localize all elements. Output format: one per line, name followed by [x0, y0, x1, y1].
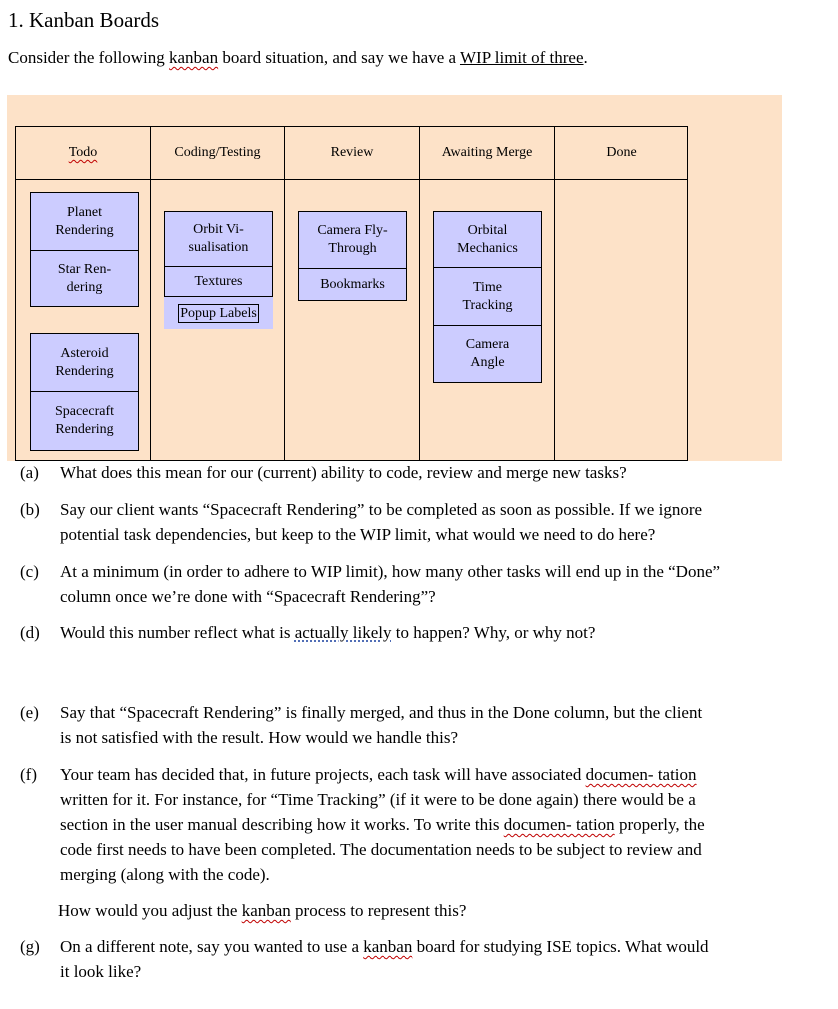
- question-g-kanban-word: kanban: [363, 937, 413, 956]
- card-camera-angle: Camera Angle: [433, 325, 542, 383]
- card-time-tracking: Time Tracking: [433, 267, 542, 326]
- question-f-line-1-text: Your team has decided that, in future projects, each task will have associated: [60, 765, 586, 784]
- question-e-label: (e): [20, 703, 39, 722]
- question-f-line-3-text-2: properly, the: [614, 815, 705, 834]
- intro-text-end: .: [583, 48, 588, 67]
- kanban-board: [15, 126, 688, 461]
- question-f-line-2: written for it. For instance, for “Time Tracking” (if it were to be done again) there would be a: [60, 790, 696, 809]
- question-d-label: (d): [20, 623, 40, 642]
- question-f-sub-kanban-word: kanban: [241, 901, 291, 920]
- card-popup-labels: [164, 297, 273, 329]
- card-orbit-visualisation: Orbit Vi- sualisation: [164, 211, 273, 267]
- question-g-line-1: [60, 934, 780, 959]
- intro-paragraph: [8, 48, 588, 68]
- question-e-line-2: is not satisfied with the result. How would we handle this?: [60, 728, 459, 747]
- card-star-rendering: [30, 250, 139, 307]
- intro-wip-limit: WIP limit of three: [459, 48, 584, 67]
- question-b-line-2: potential task dependencies, but keep to the WIP limit, what would we need to do here?: [60, 525, 656, 544]
- card-camera-fly-through: Camera Fly- Through: [298, 211, 407, 269]
- column-header-awaiting-merge: Awaiting Merge: [441, 145, 533, 160]
- question-f-line-4: code first needs to have been completed. The documentation needs to be subject to review and: [60, 840, 702, 859]
- question-f-line-1: [60, 762, 780, 787]
- question-g-line-2: it look like?: [60, 962, 142, 981]
- question-e-line-1: Say that “Spacecraft Rendering” is finally merged, and thus in the Done column, but the client: [60, 703, 703, 722]
- column-header-done: Done: [606, 145, 637, 160]
- question-f-label: (f): [20, 765, 37, 784]
- question-d-text-1: Would this number reflect what is: [60, 623, 295, 642]
- question-f-subquestion: [58, 898, 466, 923]
- question-c-line-1: At a minimum (in order to adhere to WIP limit), how many other tasks will end up in the “Done”: [60, 562, 721, 581]
- card-planet-rendering: Planet Rendering: [30, 192, 139, 251]
- intro-text-1: Consider the following: [8, 48, 170, 67]
- column-header-review: Review: [330, 145, 374, 160]
- question-c-line-2: column once we’re done with “Spacecraft Rendering”?: [60, 587, 436, 606]
- card-spacecraft-rendering: Spacecraft Rendering: [30, 391, 139, 451]
- card-star-rendering-label: Star Ren- dering: [57, 261, 112, 295]
- column-header-coding: Coding/Testing: [174, 145, 261, 160]
- question-g-line-1-text-2: board for studying ISE topics. What would: [412, 937, 709, 956]
- question-d-text-2: to happen? Why, or why not?: [391, 623, 596, 642]
- header-divider: [16, 179, 687, 180]
- question-f-line-3-text-1: section in the user manual describing how it works. To write this: [60, 815, 504, 834]
- question-b-line-1: Say our client wants “Spacecraft Rendering” to be completed as soon as possible. If we ignore: [60, 500, 703, 519]
- card-textures: Textures: [164, 266, 273, 297]
- card-orbital-mechanics: Orbital Mechanics: [433, 211, 542, 268]
- card-bookmarks: Bookmarks: [298, 268, 407, 301]
- question-a-text: What does this mean for our (current) ability to code, review and merge new tasks?: [60, 463, 627, 482]
- section-heading: 1. Kanban Boards: [8, 8, 160, 32]
- question-b-label: (b): [20, 500, 40, 519]
- question-f-line-5: merging (along with the code).: [60, 865, 270, 884]
- question-f-line-3: [60, 812, 780, 837]
- question-d-actually-likely: actually likely: [294, 623, 392, 642]
- card-popup-labels-label: Popup Labels: [180, 305, 257, 321]
- intro-kanban-word: kanban: [169, 48, 219, 67]
- question-f-documentation-word: documen- tation: [585, 765, 697, 784]
- question-f-documentation-word: documen- tation: [503, 815, 615, 834]
- column-header-todo: [16, 127, 150, 179]
- question-g-label: (g): [20, 937, 40, 956]
- question-f-sub-text-2: process to represent this?: [290, 901, 467, 920]
- column-header-todo-label: Todo: [68, 145, 98, 160]
- intro-text-2: board situation, and say we have a: [218, 48, 460, 67]
- question-c-label: (c): [20, 562, 39, 581]
- question-f-sub-text-1: How would you adjust the: [58, 901, 242, 920]
- question-g-line-1-text-1: On a different note, say you wanted to use a: [60, 937, 364, 956]
- question-a-label: (a): [20, 463, 39, 482]
- card-asteroid-rendering: Asteroid Rendering: [30, 333, 139, 392]
